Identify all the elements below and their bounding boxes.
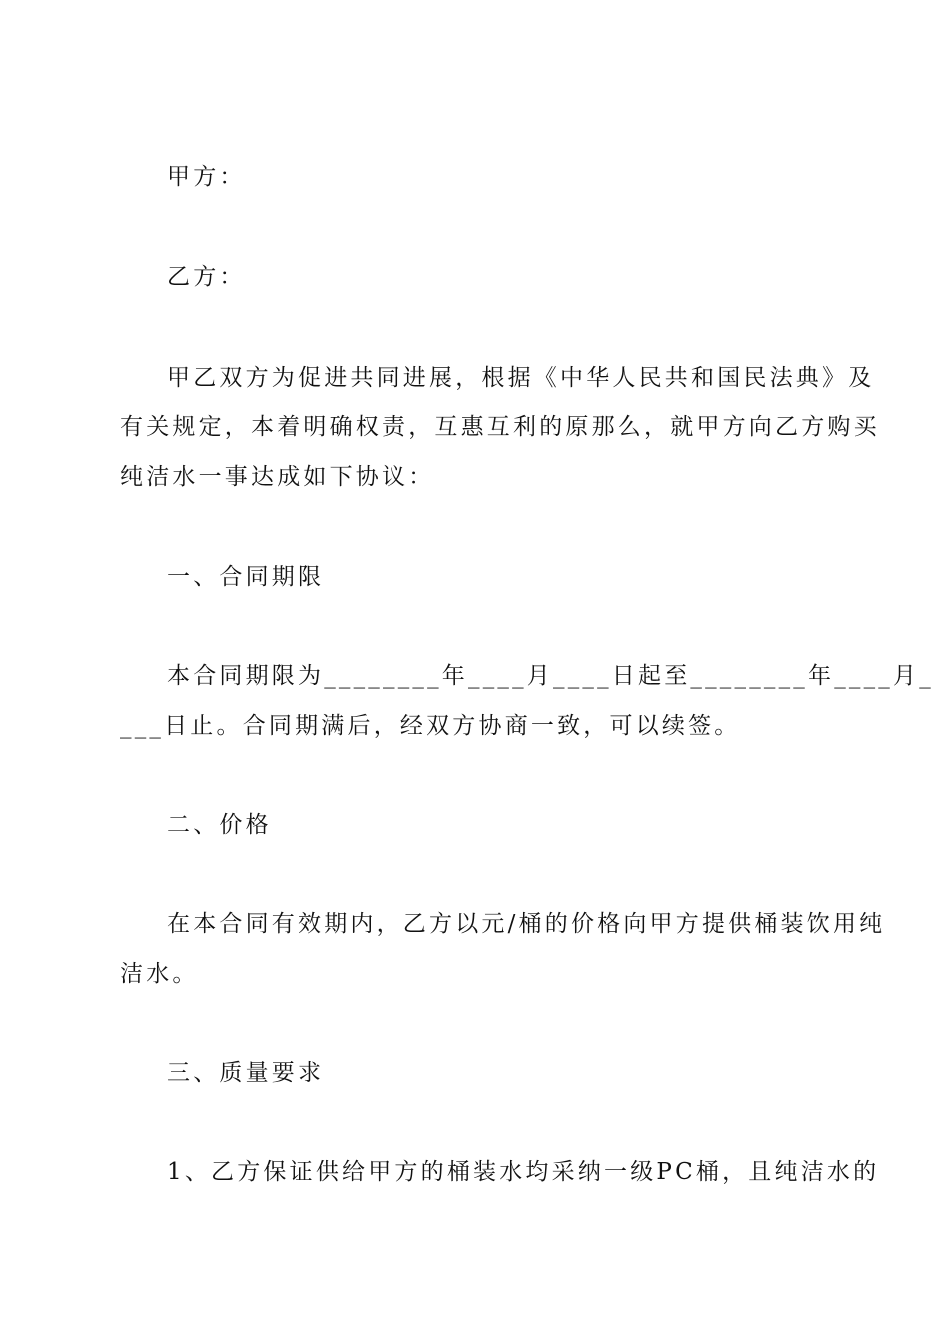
party-b-label: 乙方： — [167, 264, 246, 290]
section-2-line-1: 在本合同有效期内，乙方以元/桶的价格向甲方提供桶装饮用纯 — [167, 911, 886, 937]
section-3-line-1: 1、乙方保证供给甲方的桶装水均采纳一级PC桶，且纯洁水的 — [167, 1159, 880, 1185]
party-a-label: 甲方： — [167, 164, 246, 190]
intro-line-2: 有关规定，本着明确权责，互惠互利的原那么，就甲方向乙方购买 — [120, 414, 880, 440]
section-2-heading: 二、价格 — [167, 812, 272, 838]
section-1-line-2: ___日止。合同期满后，经双方协商一致，可以续签。 — [120, 713, 741, 739]
section-3-heading: 三、质量要求 — [167, 1060, 325, 1086]
section-2-line-2: 洁水。 — [120, 961, 199, 987]
section-1-heading: 一、合同期限 — [167, 564, 325, 590]
section-1-line-1: 本合同期限为________年____月____日起至________年____月_ — [167, 663, 934, 689]
intro-line-1: 甲乙双方为促进共同进展，根据《中华人民共和国民法典》及 — [167, 365, 875, 391]
intro-line-3: 纯洁水一事达成如下协议： — [120, 464, 435, 490]
